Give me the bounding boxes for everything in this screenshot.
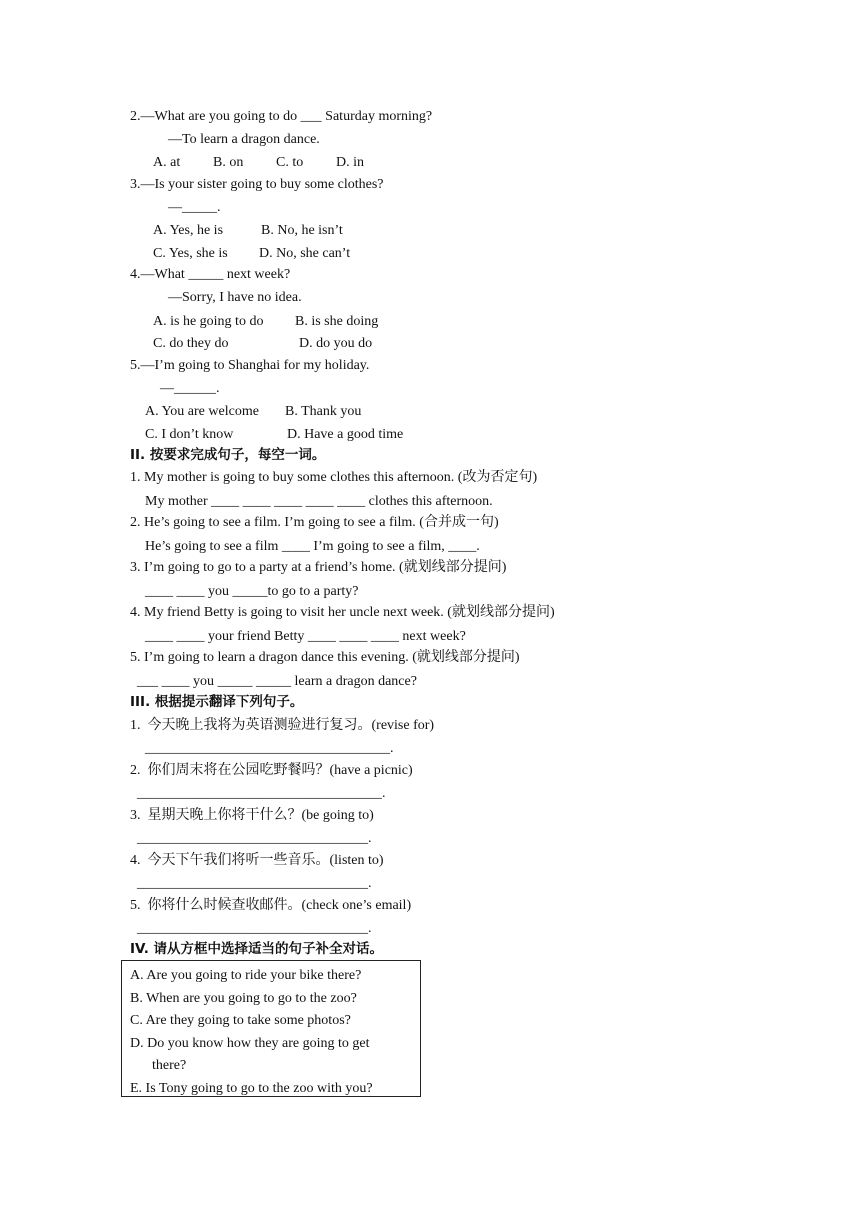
q4-stem: 4.—What _____ next week? xyxy=(130,267,291,282)
s2-a2: He’s going to see a film ____ I’m going to see a film, ____. xyxy=(145,539,480,554)
box-option-d-cont: there? xyxy=(152,1058,187,1073)
q3-stem: 3.—Is your sister going to buy some clothes? xyxy=(130,177,384,192)
box-option-e: E. Is Tony going to go to the zoo with you? xyxy=(130,1081,373,1096)
s3-a3: _________________________________. xyxy=(137,831,372,846)
s3-a2: ___________________________________. xyxy=(137,786,386,801)
q4-option-c: C. do they do xyxy=(153,336,229,351)
q3-answer: —_____. xyxy=(168,200,221,215)
s2-q5: 5. I’m going to learn a dragon dance this evening. (就划线部分提问) xyxy=(130,650,520,665)
box-option-b: B. When are you going to go to the zoo? xyxy=(130,991,357,1006)
q2-stem: 2.—What are you going to do ___ Saturday morning? xyxy=(130,109,433,124)
box-option-d: D. Do you know how they are going to get xyxy=(130,1036,370,1051)
q3-option-a: A. Yes, he is xyxy=(153,223,224,238)
q5-option-d: D. Have a good time xyxy=(287,427,404,442)
q5-answer: —______. xyxy=(160,381,220,396)
s2-q4: 4. My friend Betty is going to visit her uncle next week. (就划线部分提问) xyxy=(130,605,555,620)
s3-a1: ___________________________________. xyxy=(145,741,394,756)
q5-option-a: A. You are welcome xyxy=(145,404,259,419)
q2-option-b: B. on xyxy=(213,155,244,170)
q5-stem: 5.—I’m going to Shanghai for my holiday. xyxy=(130,358,370,373)
s3-a5: _________________________________. xyxy=(137,921,372,936)
s3-q1: 1. 今天晚上我将为英语测验进行复习。(revise for) xyxy=(130,718,435,733)
q3-option-d: D. No, she can’t xyxy=(259,246,351,261)
q2-option-c: C. to xyxy=(276,155,304,170)
box-option-c: C. Are they going to take some photos? xyxy=(130,1013,351,1028)
q2-answer: —To learn a dragon dance. xyxy=(168,132,320,147)
s2-a3: ____ ____ you _____to go to a party? xyxy=(145,584,359,599)
s2-a4: ____ ____ your friend Betty ____ ____ ____ next week? xyxy=(145,629,466,644)
q4-answer: —Sorry, I have no idea. xyxy=(168,290,302,305)
q2-option-a: A. at xyxy=(153,155,181,170)
s3-a4: _________________________________. xyxy=(137,876,372,891)
q3-option-b: B. No, he isn’t xyxy=(261,223,343,238)
s3-q2: 2. 你们周末将在公园吃野餐吗？(have a picnic) xyxy=(130,763,413,778)
s3-q5: 5. 你将什么时候查收邮件。(check one’s email) xyxy=(130,898,412,913)
q3-option-c: C. Yes, she is xyxy=(153,246,228,261)
box-option-a: A. Are you going to ride your bike there? xyxy=(130,968,362,983)
s3-q3: 3. 星期天晚上你将干什么？(be going to) xyxy=(130,808,374,823)
q4-option-b: B. is she doing xyxy=(295,314,379,329)
s2-a5: ___ ____ you _____ _____ learn a dragon dance? xyxy=(137,674,417,689)
s2-q2: 2. He’s going to see a film. I’m going to see a film. (合并成一句) xyxy=(130,515,499,530)
section4-title: IV. 请从方框中选择适当的句子补全对话。 xyxy=(130,941,384,957)
s3-q4: 4. 今天下午我们将听一些音乐。(listen to) xyxy=(130,853,384,868)
options-box xyxy=(121,960,421,1097)
q5-option-c: C. I don’t know xyxy=(145,427,234,442)
s2-q3: 3. I’m going to go to a party at a friend’s home. (就划线部分提问) xyxy=(130,560,507,575)
s2-q1: 1. My mother is going to buy some clothes this afternoon. (改为否定句) xyxy=(130,470,538,485)
q2-option-d: D. in xyxy=(336,155,364,170)
section3-title: III. 根据提示翻译下列句子。 xyxy=(130,694,304,710)
q4-option-d: D. do you do xyxy=(299,336,373,351)
q4-option-a: A. is he going to do xyxy=(153,314,264,329)
q5-option-b: B. Thank you xyxy=(285,404,362,419)
section2-title: II. 按要求完成句子，每空一词。 xyxy=(130,447,326,463)
s2-a1: My mother ____ ____ ____ ____ ____ clothes this afternoon. xyxy=(145,494,493,509)
